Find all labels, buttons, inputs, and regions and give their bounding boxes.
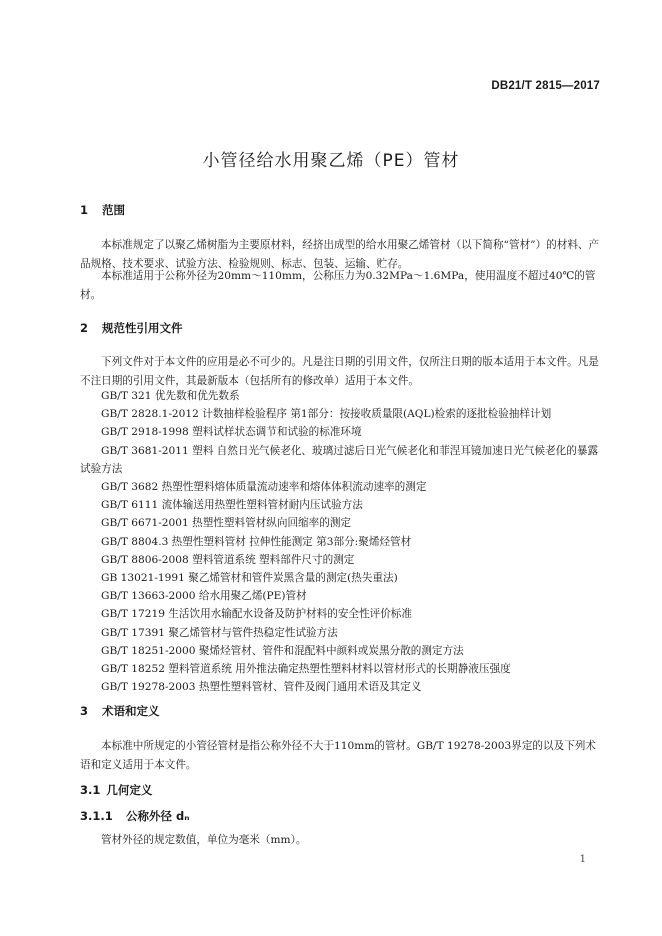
reference-item: GB/T 18251-2000 聚烯烃管材、管件和混配料中颜料或炭黑分散的测定方法 xyxy=(101,644,464,657)
reference-item: GB/T 13663-2000 给水用聚乙烯(PE)管材 xyxy=(101,590,307,603)
reference-item: GB/T 18252 塑料管道系统 用外推法确定热塑性塑料材料以管材形式的长期静液压强度 xyxy=(101,663,511,676)
subsection-3-1-heading xyxy=(80,782,152,798)
section-title: 规范性引用文件 xyxy=(102,321,183,335)
reference-item: GB/T 19278-2003 热塑性塑料管材、管件及阀门通用术语及其定义 xyxy=(101,681,422,694)
terms-intro: 本标准中所规定的小管径管材是指公称外径不大于110mm的管材。GB/T 19278-2003界定的以及下列术语和定义适用于本文件。 xyxy=(80,740,596,771)
reference-item: GB/T 2918-1998 塑料试样状态调节和试验的标准环境 xyxy=(101,426,362,439)
scope-paragraph-1: 本标准规定了以聚乙烯树脂为主要原材料，经挤出成型的给水用聚乙烯管材（以下简称“管材”）的材料、产品规格、技术要求、试验方法、检验规则、标志、包装、运输、贮存。 xyxy=(80,239,600,270)
reference-item: GB/T 2828.1-2012 计数抽样检验程序 第1部分：按接收质量限(AQL)检索的逐批检验抽样计划 xyxy=(101,408,552,421)
subsection-3-1-1-heading xyxy=(80,808,190,824)
standard-code: DB21/T 2815—2017 xyxy=(491,80,600,92)
section-title: 术语和定义 xyxy=(102,704,160,718)
section-number: 2 xyxy=(80,321,89,335)
reference-item: GB/T 6111 流体输送用热塑性塑料管材耐内压试验方法 xyxy=(101,499,363,512)
section-number: 3 xyxy=(80,704,89,718)
section-title: 公称外径 dₙ xyxy=(126,809,190,823)
normative-reference-list xyxy=(80,387,602,696)
reference-item: GB/T 3681-2011 塑料 自然日光气候老化、玻璃过滤后日光气候老化和菲涅耳镜加速日光气候老化的暴露试验方法 xyxy=(80,444,599,475)
reference-item: GB/T 8804.3 热塑性塑料管材 拉伸性能测定 第3部分:聚烯烃管材 xyxy=(101,535,412,548)
section-1-heading xyxy=(80,202,125,218)
reference-item: GB/T 17391 聚乙烯管材与管件热稳定性试验方法 xyxy=(101,626,338,639)
reference-item: GB/T 8806-2008 塑料管道系统 塑料部件尺寸的测定 xyxy=(101,553,355,566)
page-number: 1 xyxy=(579,854,586,865)
references-intro: 下列文件对于本文件的应用是必不可少的。凡是注日期的引用文件，仅所注日期的版本适用于本文件。凡是不注日期的引用文件，其最新版本（包括所有的修改单）适用于本文件。 xyxy=(80,356,599,387)
reference-item: GB/T 321 优先数和优先数系 xyxy=(101,390,240,402)
section-number: 1 xyxy=(80,203,89,217)
section-title: 范围 xyxy=(102,203,126,217)
section-number: 3.1 xyxy=(80,783,101,797)
section-2-heading xyxy=(80,320,183,336)
section-number: 3.1.1 xyxy=(80,809,113,823)
reference-item: GB 13021-1991 聚乙烯管材和管件炭黑含量的测定(热失重法) xyxy=(101,572,398,585)
reference-item: GB/T 3682 热塑性塑料熔体质量流动速率和熔体体积流动速率的测定 xyxy=(101,481,427,494)
term-definition: 管材外径的规定数值，单位为毫米（mm）。 xyxy=(101,834,307,846)
reference-item: GB/T 6671-2001 热塑性塑料管材纵向回缩率的测定 xyxy=(101,517,352,530)
scope-paragraph-2: 本标准适用于公称外径为20mm～110mm，公称压力为0.32MPa～1.6MPa，使用温度不超过40℃的管材。 xyxy=(80,270,596,301)
section-title: 几何定义 xyxy=(106,783,153,797)
reference-item: GB/T 17219 生活饮用水输配水设备及防护材料的安全性评价标准 xyxy=(101,608,412,621)
document-title: 小管径给水用聚乙烯（PE）管材 xyxy=(202,151,460,171)
section-3-heading xyxy=(80,703,160,719)
